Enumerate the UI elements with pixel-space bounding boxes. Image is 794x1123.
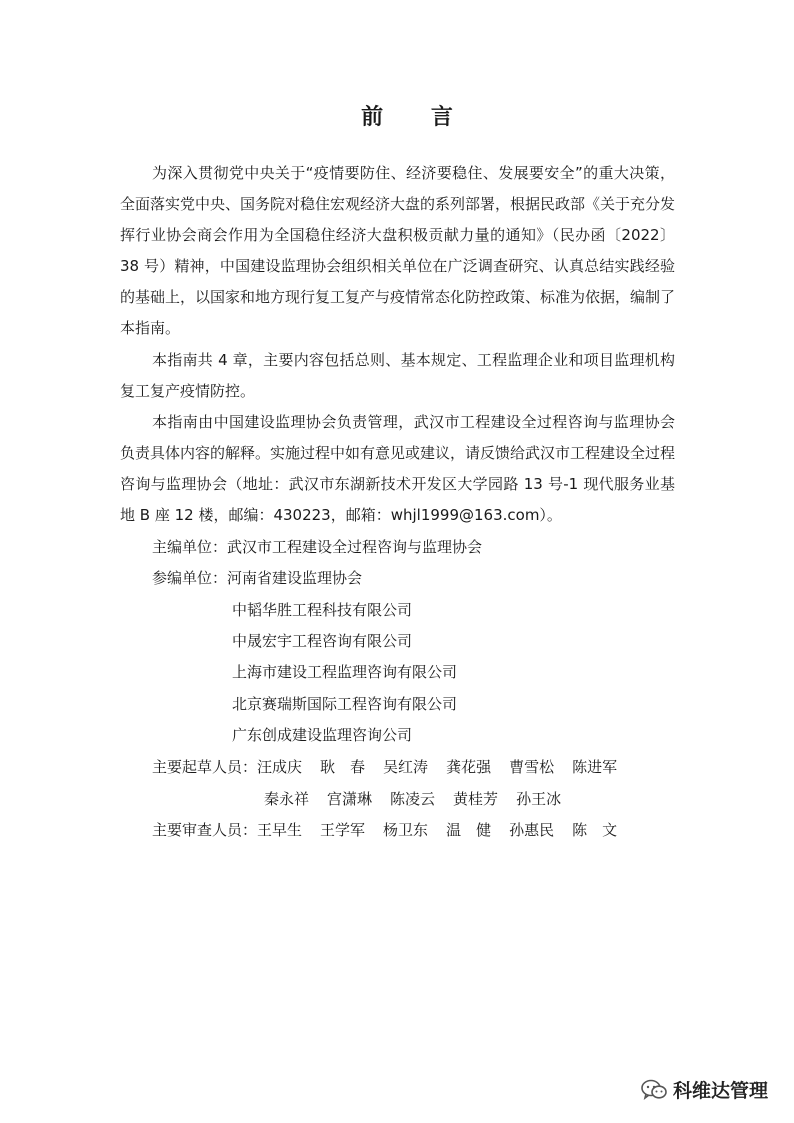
- participating-unit: 中晟宏宇工程咨询有限公司: [232, 632, 413, 650]
- chief-editor-label: 主编单位：: [152, 538, 228, 556]
- participating-label: 参编单位：: [152, 569, 228, 587]
- drafter-name: 汪成庆: [257, 758, 303, 776]
- preface-paragraph-1: 为深入贯彻党中央关于“疫情要防住、经济要稳住、发展要安全”的重大决策，全面落实党中央、国务院对稳住宏观经济大盘的系列部署，根据民政部《关于充分发挥行业协会商会作用为全国稳住经济大盘积极贡献力量的通知》（民办函〔2022〕38 号）精神，中国建设监理协会组织相关单位在广泛调查研究、认真总结实践经验的基础上，以国家和地方现行复工复产与疫情常态化防控政策、标准为依据，编制了本指南。: [120, 164, 676, 337]
- drafter-name: 耿 春: [320, 758, 366, 776]
- drafter-name: 曹雪松: [509, 758, 555, 776]
- drafter-name: 黄桂芳: [453, 790, 499, 808]
- watermark: [641, 1076, 768, 1103]
- participating-unit: 北京赛瑞斯国际工程咨询有限公司: [232, 695, 458, 713]
- reviewers-label: 主要审查人员：: [152, 821, 258, 839]
- reviewers-line: [152, 815, 617, 846]
- drafter-name: 陈进军: [572, 758, 618, 776]
- drafters-line-2: [264, 784, 561, 815]
- drafter-name: 陈凌云: [390, 790, 436, 808]
- watermark-text: 科维达管理: [672, 1080, 768, 1102]
- reviewer-name: 王学军: [320, 821, 366, 839]
- drafters-label: 主要起草人员：: [152, 758, 258, 776]
- wechat-icon: [641, 1079, 667, 1101]
- preface-paragraph-3: 本指南由中国建设监理协会负责管理，武汉市工程建设全过程咨询与监理协会负责具体内容的解释。实施过程中如有意见或建议，请反馈给武汉市工程建设全过程咨询与监理协会（地址：武汉市东湖新技术开发区大学园路 13 号-1 现代服务业基地 B 座 12 楼，邮编：430223，邮箱：whjl1999@163.com）。: [120, 413, 676, 524]
- reviewer-name: 陈 文: [572, 821, 618, 839]
- preface-paragraph-2: 本指南共 4 章，主要内容包括总则、基本规定、工程监理企业和项目监理机构复工复产疫情防控。: [120, 351, 675, 400]
- drafters-line-1: [152, 752, 617, 783]
- drafter-name: 秦永祥: [264, 790, 310, 808]
- reviewer-name: 温 健: [446, 821, 492, 839]
- page-title: 前 言: [361, 105, 473, 130]
- participating-unit: 广东创成建设监理咨询公司: [232, 726, 413, 744]
- reviewer-name: 杨卫东: [383, 821, 429, 839]
- chief-editor-unit: 武汉市工程建设全过程咨询与监理协会: [227, 538, 483, 556]
- participating-unit: 上海市建设工程监理咨询有限公司: [232, 663, 458, 681]
- participating-line: [152, 563, 362, 594]
- participating-unit: 中韬华胜工程科技有限公司: [232, 601, 413, 619]
- reviewer-name: 王早生: [257, 821, 303, 839]
- drafter-name: 龚花强: [446, 758, 492, 776]
- participating-unit: 河南省建设监理协会: [227, 569, 363, 587]
- drafter-name: 孙王冰: [516, 790, 562, 808]
- drafter-name: 宫潇琳: [327, 790, 373, 808]
- chief-editor-line: [152, 532, 482, 563]
- drafter-name: 吴红涛: [383, 758, 429, 776]
- reviewer-name: 孙惠民: [509, 821, 555, 839]
